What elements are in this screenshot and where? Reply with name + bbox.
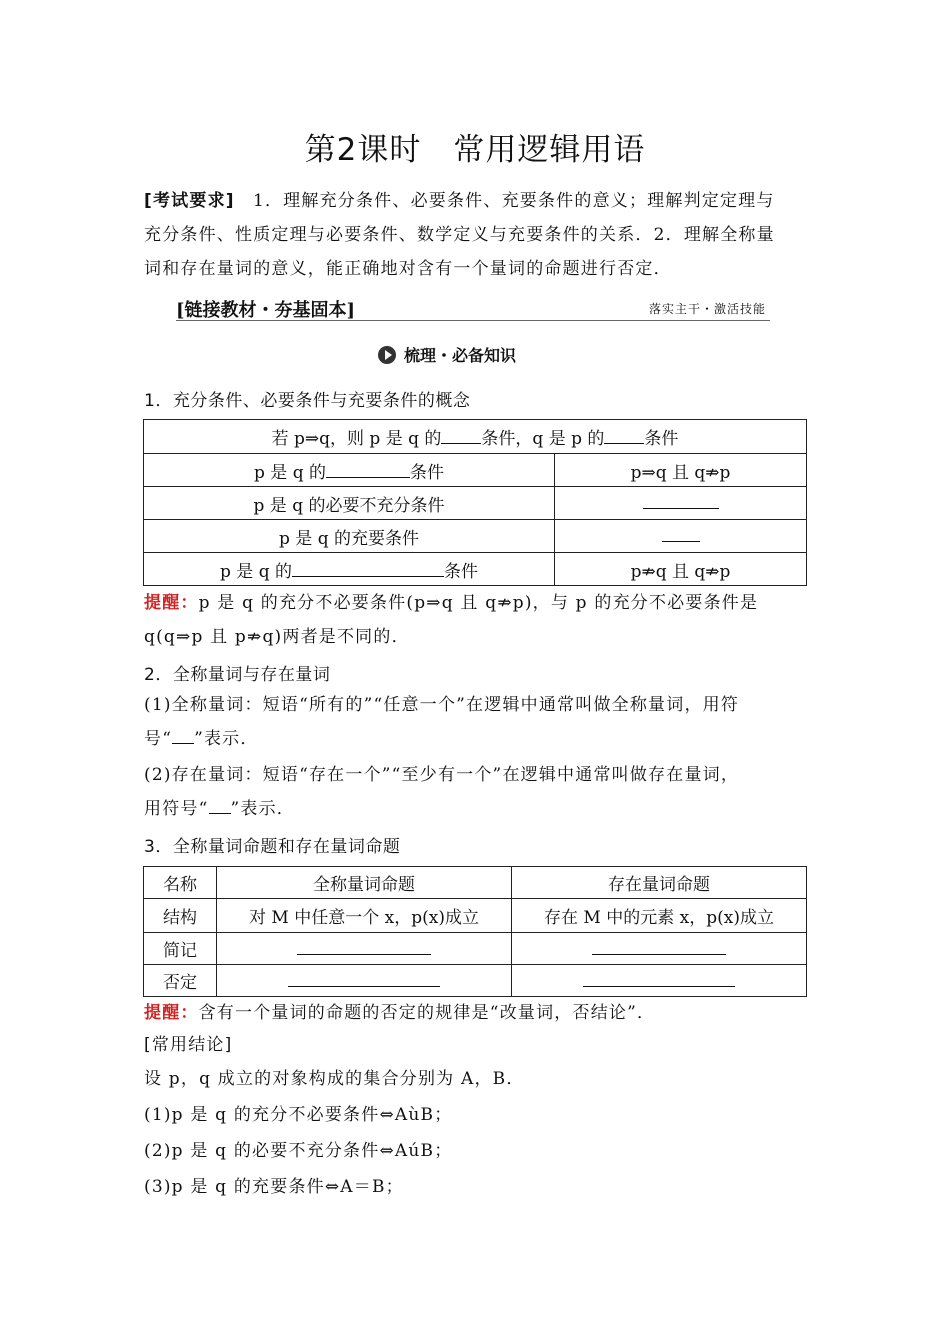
tip-1: 提醒：p 是 q 的充分不必要条件(p⇒q 且 q⇏p)，与 p 的充分不必要条件是 q(q⇒p 且 p⇏q)两者是不同的． [144,593,759,647]
table1-header: 若 p⇒q，则 p 是 q 的 条件，q 是 p 的 条件 [144,420,807,454]
table2-cell [512,933,807,965]
section-title: [链接教材・夯基固本] [176,300,356,321]
heading-3: 3．全称量词命题和存在量词命题 [144,837,401,857]
table2-header: 全称量词命题 [217,867,512,899]
table1-cell: p 是 q 的充要条件 [144,520,555,553]
exam-label: [考试要求] [144,191,235,211]
condition-table [143,419,807,586]
table1-cell: p⇒q 且 q⇏p [555,454,807,487]
fill-blank [292,560,444,577]
fill-blank [643,492,719,509]
table1-cell: p⇏q 且 q⇏p [555,553,807,586]
heading-1: 1．充分条件、必要条件与充要条件的概念 [144,391,471,411]
exam-line: 充分条件、性质定理与必要条件、数学定义与充要条件的关系．2．理解全称量 [144,225,775,245]
quantifier-table [143,866,807,997]
table2-cell [217,965,512,997]
exam-requirements [144,184,814,286]
tip-label: 提醒： [144,1003,199,1023]
common-conclusions [144,1028,814,1204]
table2-cell: 否定 [144,965,217,997]
tip-2: 提醒：含有一个量词的命题的否定的规律是“改量词，否结论”． [144,1003,656,1023]
fill-blank [662,525,700,542]
table1-cell: p 是 q 的 条件 [144,553,555,586]
table2-cell [512,965,807,997]
sub-banner-label: 梳理・必备知识 [404,346,517,365]
table2-cell: 结构 [144,899,217,933]
table1-cell [555,487,807,520]
section-bar [176,296,770,321]
common-intro: 设 p，q 成立的对象构成的集合分别为 A，B． [144,1069,525,1089]
play-icon [378,346,396,364]
paragraph-universal: (1)全称量词：短语“所有的”“任意一个”在逻辑中通常叫做全称量词，用符 号“ ”表示． [144,695,740,749]
table1-cell: p 是 q 的 条件 [144,454,555,487]
page-title: 第2课时 常用逻辑用语 [304,132,646,168]
sub-banner [378,343,516,366]
common-item: (1)p 是 q 的充分不必要条件⇔AùB； [144,1105,453,1125]
table2-cell: 对 M 中任意一个 x，p(x)成立 [217,899,512,933]
fill-blank [441,427,481,444]
table2-cell: 简记 [144,933,217,965]
table2-header: 名称 [144,867,217,899]
common-item: (3)p 是 q 的充要条件⇔A＝B； [144,1177,404,1197]
section-subtitle: 落实主干・激活技能 [648,302,766,316]
heading-2: 2．全称量词与存在量词 [144,665,331,685]
table2-cell: 存在 M 中的元素 x，p(x)成立 [512,899,807,933]
fill-blank [604,427,644,444]
fill-blank [326,461,410,478]
fill-blank [172,727,194,744]
table2-cell [217,933,512,965]
common-item: (2)p 是 q 的必要不充分条件⇔AúB； [144,1141,453,1161]
table1-cell: p 是 q 的必要不充分条件 [144,487,555,520]
common-label: [常用结论] [144,1035,233,1055]
table2-header: 存在量词命题 [512,867,807,899]
exam-line: 词和存在量词的意义，能正确地对含有一个量词的命题进行否定． [144,259,672,279]
fill-blank [592,938,726,955]
fill-blank [288,970,440,987]
table1-cell [555,520,807,553]
fill-blank [583,970,735,987]
paragraph-existential: (2)存在量词：短语“存在一个”“至少有一个”在逻辑中通常叫做存在量词， 用符号“ ”表示． [144,765,740,819]
tip-label: 提醒： [144,593,199,613]
exam-line: 1．理解充分条件、必要条件、充要条件的意义；理解判定定理与 [234,191,775,211]
fill-blank [297,938,431,955]
fill-blank [209,797,231,814]
